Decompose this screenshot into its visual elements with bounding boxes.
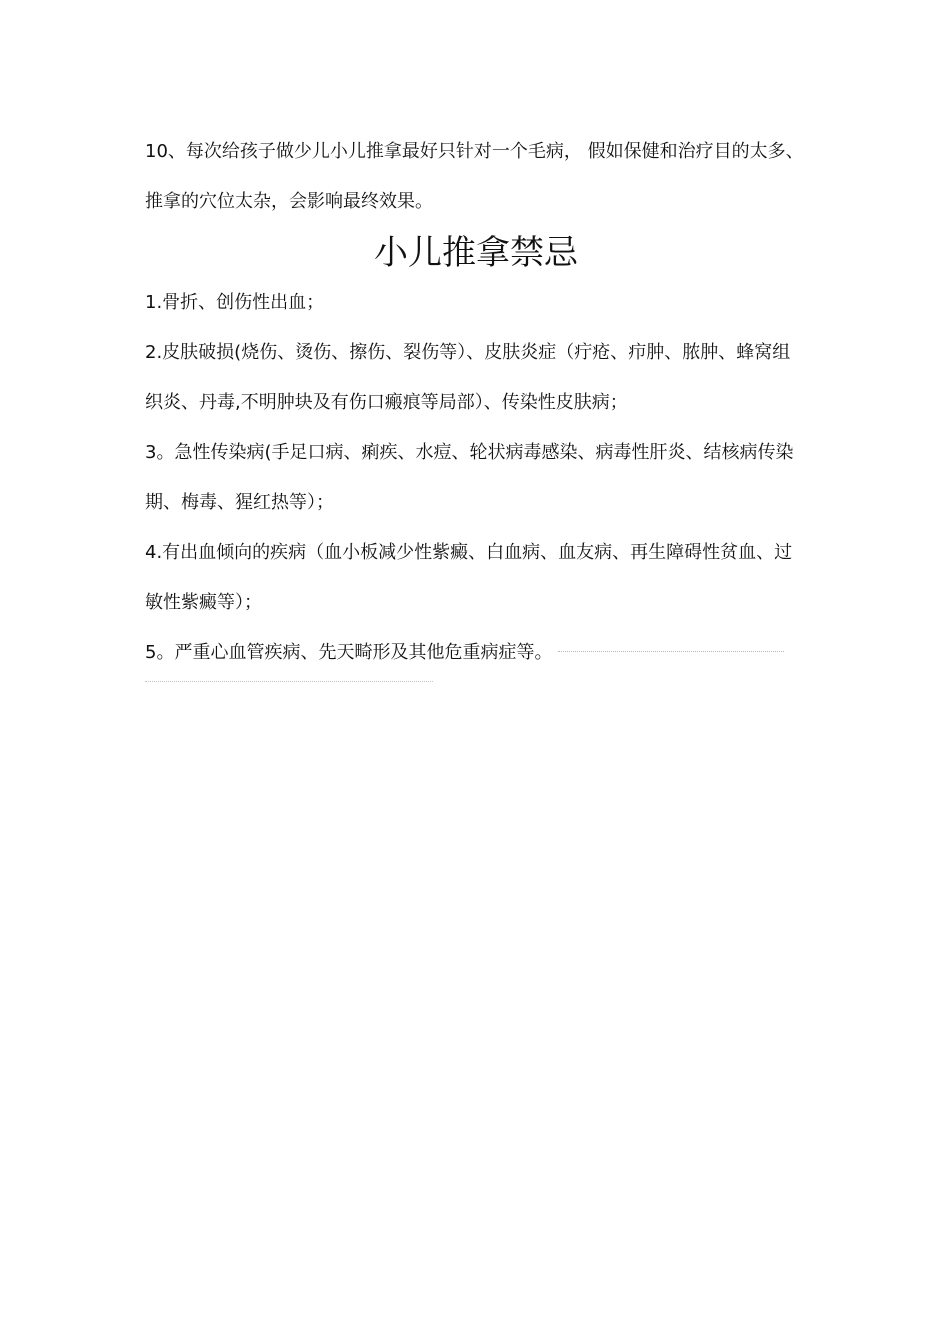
list-item: 4.有出血倾向的疾病（血小板减少性紫癜、白血病、血友病、再生障碍性贫血、过敏性紫癜等）； bbox=[145, 542, 793, 613]
list-item: 2.皮肤破损(烧伤、烫伤、擦伤、裂伤等）、皮肤炎症（疔疮、疖肿、脓肿、蜂窝组织炎、丹毒,不明肿块及有伤口瘢痕等局部）、传染性皮肤病； bbox=[145, 342, 791, 413]
section-title: 小儿推拿禁忌 bbox=[374, 233, 578, 273]
dotted-divider-line bbox=[145, 681, 433, 682]
intro-paragraph: 10、每次给孩子做少儿小儿推拿最好只针对一个毛病， 假如保健和治疗目的太多、推拿的穴位太杂，会影响最终效果。 bbox=[145, 141, 804, 212]
list-item: 1.骨折、创伤性出血； bbox=[145, 292, 325, 313]
dotted-leader-line bbox=[558, 651, 784, 652]
document-body bbox=[145, 127, 807, 682]
list-item-last bbox=[145, 628, 807, 678]
list-item: 3。急性传染病(手足口病、痢疾、水痘、轮状病毒感染、病毒性肝炎、结核病传染期、梅毒、猩红热等）； bbox=[145, 442, 794, 513]
list-item-text: 5。严重心血管疾病、先天畸形及其他危重病症等。 bbox=[145, 642, 553, 663]
